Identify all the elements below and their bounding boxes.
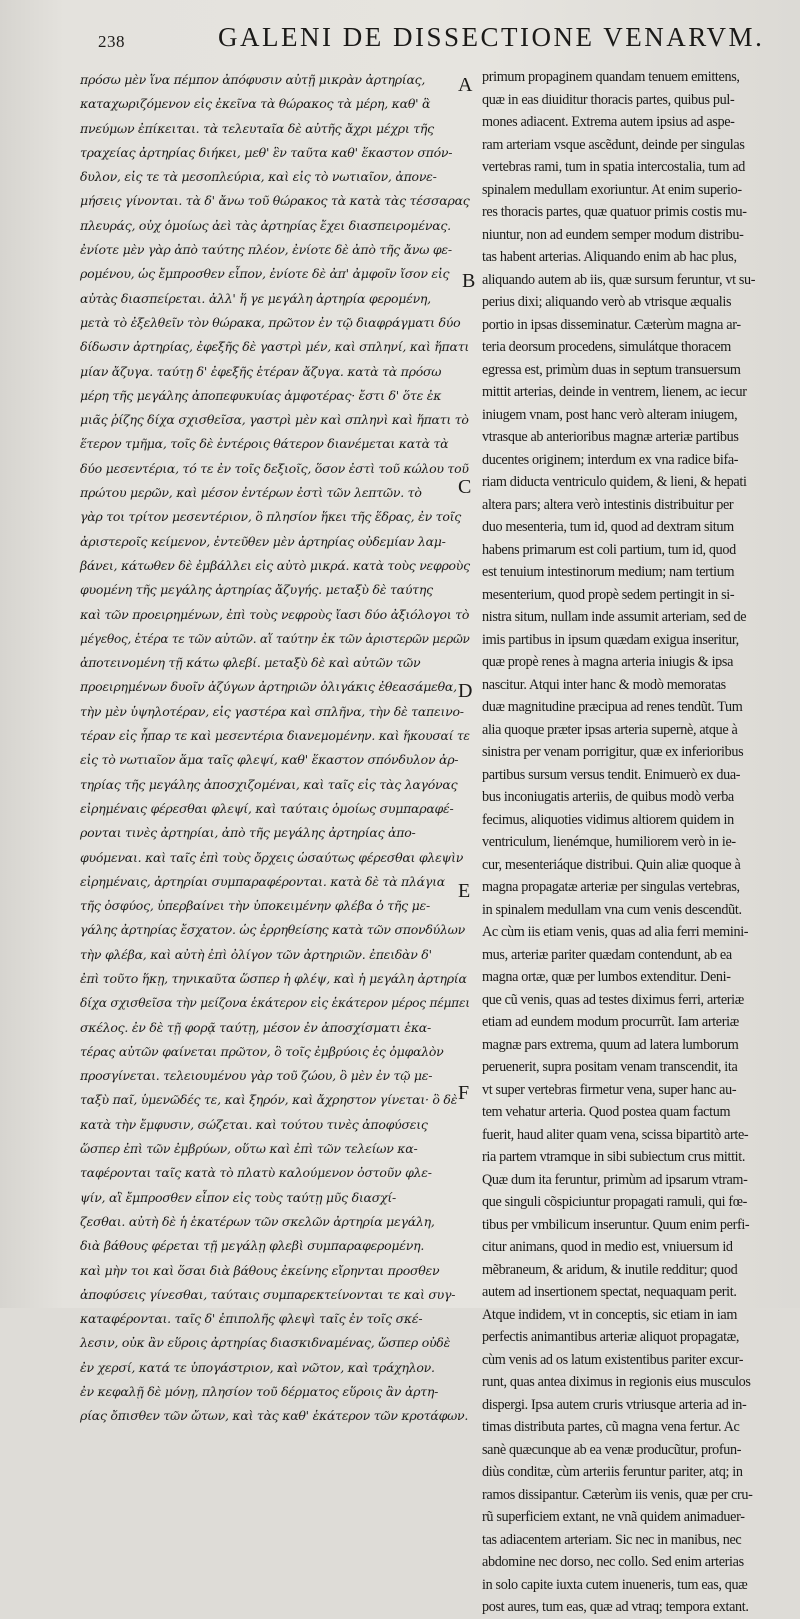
latin-text-line: habens primarum est coli partium, tum id, quod xyxy=(482,541,736,558)
latin-text-line: sanè quæcunque ab ea venæ producũtur, profun- xyxy=(482,1441,742,1458)
greek-text-line: μέρη τῆς μεγάλης ἀποπεφυκυίας ἀμφοτέρας· ἔστι δ' ὅτε ἐκ xyxy=(80,387,442,403)
latin-text-line: niuntur, non ad eundem semper modum distribu- xyxy=(482,226,744,243)
latin-text-line: runt, quas antea diximus in regionis eius musculos xyxy=(482,1374,751,1390)
latin-text-line: perfectis animantibus arteriæ aliquot propagatæ, xyxy=(482,1329,740,1345)
greek-text-line: γάλης ἀρτηρίας ἔσχατον. ὡς ἐρρηθείσης κατὰ τῶν σπονδύλων xyxy=(80,922,465,938)
latin-text-line: Atque indidem, vt in conceptis, sic etiam in iam xyxy=(482,1306,738,1323)
latin-text-line: timas distributa partes, cũ magna vena fertur. Ac xyxy=(482,1419,740,1435)
latin-text-line: Ac cùm iis etiam venis, quas ad alia ferri memini- xyxy=(482,924,749,940)
latin-text-line: spinalem medullam exoriuntur. At enim superio- xyxy=(482,181,742,198)
latin-text-line: magna propagatæ arteriæ per singulas vertebras, xyxy=(482,879,740,895)
greek-text-line: καὶ μὴν τοι καὶ ὅσαι διὰ βάθους ἐκείνης εἴρηνται προσθεν xyxy=(80,1262,440,1278)
greek-text-line: εἰς τὸ νωτιαῖον ἅμα ταῖς φλεψί, καθ' ἕκαστον σπόνδυλον ἀρ- xyxy=(80,752,459,768)
latin-text-line: mittit arterias, deinde in ventrem, lienem, ac iecur xyxy=(482,384,747,400)
latin-text-line: res thoracis partes, quæ quatuor primis costis mu- xyxy=(482,204,747,220)
latin-text-column xyxy=(482,66,790,1615)
latin-text-line: etiam ad eundem modum procurrũt. Iam arteriæ xyxy=(482,1014,739,1030)
latin-text-line: que cũ venis, quas ad testes diximus ferri, arteriæ xyxy=(482,991,744,1008)
greek-text-line: μιᾶς ῥίζης δίχα σχισθεῖσα, γαστρὶ μὲν καὶ σπληνὶ καὶ ἥπατι τὸ xyxy=(80,412,469,428)
latin-text-line: tas habent arterias. Aliquando enim ab hac plus, xyxy=(482,249,737,265)
latin-text-line: mesenterium, quod propè sedem pertingit in si- xyxy=(482,586,735,603)
greek-text-line: μετὰ τὸ ἐξελθεῖν τὸν θώρακα, πρῶτον ἐν τῷ διαφράγματι δύο xyxy=(80,314,461,330)
greek-text-line: ὥσπερ ἐπὶ τῶν ἐμβρύων, οὕτω καὶ ἐπὶ τῶν τελείων κα- xyxy=(80,1141,418,1157)
greek-text-line: εἰρημέναις φέρεσθαι φλεψί, καὶ ταύταις ὁμοίως συμπαραφέ- xyxy=(80,800,454,816)
greek-text-line: μίαν ἄζυγα. ταύτῃ δ' ἐφεξῆς ἑτέραν ἄζυγα. κατὰ τὰ πρόσω xyxy=(80,363,442,379)
latin-text-line: peruenerit, supra positam venam transcendit, ita xyxy=(482,1059,738,1075)
latin-text-line: post aures, tum eas, quæ ad vtraq; tempora extant. xyxy=(482,1599,749,1615)
latin-text-line: in spinalem medullam vna cum venis descendũt. xyxy=(482,901,742,918)
latin-text-line: tibus per vmbilicum inseruntur. Quum enim perfi- xyxy=(482,1216,750,1233)
latin-text-line: alia quoque præter ipsas arteria supernè, atque à xyxy=(482,721,738,738)
greek-text-line: ζεσθαι. αὐτὴ δὲ ἡ ἑκατέρων τῶν σκελῶν ἀρτηρία μεγάλη, xyxy=(80,1213,435,1229)
greek-text-line: καταχωριζόμενον εἰς ἐκεῖνα τὰ θώρακος τὰ μέρη, καθ' ἃ xyxy=(80,96,431,112)
latin-text-line: mẽbraneum, & aridum, & inutile redditur; quod xyxy=(482,1261,738,1278)
greek-text-line: ρίας ὄπισθεν τῶν ὤτων, καὶ τὰς καθ' ἑκάτερον τῶν κροτάφων. xyxy=(80,1408,469,1424)
page-header xyxy=(78,14,790,60)
greek-text-line: τέρας αὐτῶν φαίνεται πρῶτον, ὃ τοῖς ἐμβρύοις ἐς ὀμφαλὸν xyxy=(80,1043,444,1059)
greek-text-line: τὴν μὲν ὑψηλοτέραν, εἰς γαστέρα καὶ σπλῆνα, τὴν δὲ ταπεινο- xyxy=(80,703,464,719)
latin-text-line: sinistra per venam porrigitur, quæ ex inferioribus xyxy=(482,744,744,760)
latin-text-line: perius dixi; aliquando verò ab vtrisque æqualis xyxy=(482,294,732,310)
latin-text-line: duæ magnitudine præcipua ad renes tendũt. Tum xyxy=(482,699,743,715)
latin-text-line: abdomine nec dorso, nec collo. Sed enim arterias xyxy=(482,1554,744,1570)
greek-text-line: ταξὺ παῖ, ὑμενῶδές τε, καὶ ξηρόν, καὶ ἄχρηστον γίνεται· ὃ δὲ xyxy=(80,1092,458,1108)
greek-text-line: φυόμεναι. καὶ ταῖς ἐπὶ τοὺς ὄρχεις ὡσαύτως φέρεσθαι φλεψὶν xyxy=(80,849,464,865)
latin-text-line: mones adiacent. Extrema autem ipsius ad aspe- xyxy=(482,114,735,130)
latin-text-line: nascitur. Atqui inter hanc & modò memoratas xyxy=(482,676,726,693)
greek-text-line: σκέλος. ἐν δὲ τῇ φορᾷ ταύτῃ, μέσον ἐν ἀποσχίσματι ἑκα- xyxy=(80,1019,431,1035)
latin-text-line: primum propaginem quandam tenuem emittens, xyxy=(482,69,740,85)
latin-text-line: mus, arteriæ pariter quædam contendunt, ab ea xyxy=(482,946,732,963)
latin-text-line: dispergi. Ipsa autem cruris vtriusque arteria ad in- xyxy=(482,1396,747,1413)
greek-text-line: μέγεθος, ἑτέρα τε τῶν αὐτῶν. αἵ ταύτην ἐκ τῶν ἀριστερῶν μερῶν xyxy=(80,630,470,646)
greek-text-line: δύο μεσεντέρια, τό τε ἐν τοῖς δεξιοῖς, ὅσον ἐστὶ τοῦ κώλου τοῦ xyxy=(80,460,469,476)
greek-text-line: ρονται τινὲς ἀρτηρίαι, ἀπὸ τῆς μεγάλης ἀρτηρίας ἀπο- xyxy=(80,825,416,841)
greek-text-line: ἐπὶ τοῦτο ἥκῃ, τηνικαῦτα ὥσπερ ἡ φλέψ, καὶ ἡ μεγάλη ἀρτηρία xyxy=(80,970,467,986)
greek-text-line: προειρημένων δυοῖν ἀζύγων ἀρτηριῶν ὀλιγάκις ἐθεασάμεθα, xyxy=(80,679,457,695)
latin-text-line: est tenuium intestinorum medium; nam tertium xyxy=(482,564,735,580)
greek-text-line: γὰρ τοι τρίτον μεσεντέριον, ὃ πλησίον ἥκει τῆς ἕδρας, ἐν τοῖς xyxy=(80,509,461,525)
latin-text-line: Quæ dum ita feruntur, primùm ad ipsarum vtram- xyxy=(482,1171,748,1188)
greek-text-line: πρώτου μερῶν, καὶ μέσον ἐντέρων ἐστὶ τῶν λεπτῶν. τὸ xyxy=(80,485,422,501)
greek-text-line: μήσεις γίνονται. τὰ δ' ἄνω τοῦ θώρακος τὰ κατὰ τὰς τέσσαρας xyxy=(80,193,470,209)
latin-text-line: altera pars; altera verò intestinis distribuitur per xyxy=(482,496,734,513)
page-number: 238 xyxy=(98,32,125,51)
latin-text-line: fuerit, haud aliter quam vena, scissa bipartitò arte- xyxy=(482,1126,749,1143)
greek-text-line: πλευράς, οὐχ ὁμοίως ἀεὶ τὰς ἀρτηρίας ἔχει διασπειρομένας. xyxy=(80,217,451,233)
latin-text-line: rũ superficiem extant, ne vnã quidem animaduer- xyxy=(482,1509,745,1525)
latin-text-line: in solo capite iuxta cutem inueneris, tum eas, quæ xyxy=(482,1576,748,1593)
greek-text-line: κατὰ τὴν ἔμφυσιν, σώζεται. καὶ τούτου τινὲς ἀποφύσεις xyxy=(80,1116,428,1132)
latin-text-line: ducentes originem; interdum ex vna radice bifa- xyxy=(482,451,739,468)
latin-text-line: duo mesenteria, tum id, quod ad dextram situm xyxy=(482,519,734,535)
greek-text-line: τραχείας ἀρτηρίας διήκει, μεθ' ἓν ταῦτα καθ' ἕκαστον σπόν- xyxy=(80,144,453,160)
latin-text-line: magna ortæ, quæ per lumbos extenditur. Deni- xyxy=(482,969,731,985)
greek-text-line: πρόσω μὲν ἵνα πέμπον ἀπόφυσιν αὐτῇ μικρὰν ἀρτηρίας, xyxy=(80,72,426,87)
latin-text-line: vt super vertebras firmetur vena, super hanc au- xyxy=(482,1081,737,1098)
greek-text-line: ἀποτεινομένη τῇ κάτω φλεβί. μεταξὺ δὲ καὶ αὐτῶν τῶν xyxy=(80,655,421,671)
greek-text-line: καταφέρονται. ταῖς δ' ἐπιπολῆς φλεψὶ ταῖς ἐν τοῖς σκέ- xyxy=(80,1311,423,1327)
latin-text-line: quæ propè renes à magna arteria iniugis & ipsa xyxy=(482,654,734,670)
running-title: GALENI DE DISSECTIONE VENARVM. xyxy=(218,22,765,52)
latin-text-line: tas adiacentem arteriam. Sic nec in manibus, nec xyxy=(482,1531,742,1548)
greek-text-line: ἐνίοτε μὲν γὰρ ἀπὸ ταύτης πλέον, ἐνίοτε δὲ ἀπὸ τῆς ἄνω φε- xyxy=(80,242,452,258)
greek-text-line: ἕτερον τμῆμα, τοῖς δὲ ἐντέροις θάτερον διανέμεται κατὰ τὰ xyxy=(80,436,449,452)
latin-text-line: bus inconiugatis arteriis, de quibus modò verba xyxy=(482,789,734,805)
latin-text-line: iniugem vnam, post hanc verò alteram iniugem, xyxy=(482,406,738,423)
latin-text-line: portio in ipsas disseminatur. Cæterùm magna ar- xyxy=(482,316,741,333)
section-marker-d: D xyxy=(458,680,473,702)
latin-text-line: ventriculum, lienémque, humiliorem verò in ie- xyxy=(482,834,736,850)
greek-text-line: δίχα σχισθεῖσα τὴν μείζονα ἑκάτερον εἰς ἑκάτερον μέρος πέμπει xyxy=(80,995,470,1011)
greek-text-line: ἀριστεροῖς κείμενον, ἐντεῦθεν μὲν ἀρτηρίας οὐδεμίαν λαμ- xyxy=(80,533,446,549)
greek-text-line: ψίν, αἳ ἔμπροσθεν εἶπον εἰς τοὺς ταύτῃ μῦς διασχί- xyxy=(80,1189,396,1205)
latin-text-line: ramos dissipantur. Cæterùm iis venis, quæ per cru- xyxy=(482,1486,753,1503)
latin-text-line: vtrasque ab anterioribus magnæ arteriæ partibus xyxy=(482,429,739,445)
section-marker-b: B xyxy=(462,270,476,292)
greek-text-line: προσγίνεται. τελειουμένου γὰρ τοῦ ζώου, ὃ μὲν ἐν τῷ με- xyxy=(80,1068,433,1084)
greek-text-line: ἐν χερσί, κατά τε ὑπογάστριον, καὶ νῶτον, καὶ τράχηλον. xyxy=(80,1359,435,1375)
section-marker-c: C xyxy=(458,476,472,498)
latin-text-line: que singuli cõspiciuntur propagati ramuli, qui fœ- xyxy=(482,1194,748,1210)
greek-text-line: ρομένου, ὡς ἔμπροσθεν εἶπον, ἐνίοτε δὲ ἀπ' ἀμφοῖν ἴσον εἰς xyxy=(80,266,450,282)
greek-text-line: εἰρημέναις, ἀρτηρίαι συμπαραφέρονται. κατὰ δὲ τὰ πλάγια xyxy=(80,873,445,889)
latin-text-line: imis partibus in ipsum quædam exigua inseritur, xyxy=(482,631,739,648)
latin-text-line: fecimus, aliquoties vidimus altiorem quidem in xyxy=(482,811,734,828)
greek-text-line: ταφέρονται ταῖς κατὰ τὸ πλατὺ καλούμενον ὀστοῦν φλε- xyxy=(80,1165,432,1181)
section-marker-f: F xyxy=(458,1082,470,1104)
latin-text-line: vertebras rami, tum in spatia intercostalia, tum ad xyxy=(482,159,746,175)
greek-text-line: δυλον, εἰς τε τὰ μεσοπλεύρια, καὶ εἰς τὸ νωτιαῖον, ἀπονε- xyxy=(80,169,437,185)
latin-text-line: aliquando autem ab iis, quæ sursum feruntur, vt su- xyxy=(482,271,756,288)
section-marker-e: E xyxy=(458,880,471,902)
greek-text-line: καὶ τῶν προειρημένων, ἐπὶ τοὺς νεφροὺς ἴασι δύο ἀξιόλογοι τὸ xyxy=(80,606,470,622)
latin-text-line: ria partem vtramque in sibi subiectum crus mittit. xyxy=(482,1149,746,1165)
latin-text-line: riam diducta ventriculo quidem, & lieni, & hepati xyxy=(482,474,747,490)
greek-text-line: φυομένη τῆς μεγάλης ἀρτηρίας ἄζυγής. μεταξὺ δὲ ταύτης xyxy=(80,582,433,598)
greek-text-line: λεσιν, οὐκ ἂν εὕροις ἀρτηρίας διασκιδναμένας, ὥσπερ οὐδὲ xyxy=(80,1335,451,1351)
greek-text-line: ἐν κεφαλῇ δὲ μόνῃ, πλησίον τοῦ δέρματος εὕροις ἂν ἀρτη- xyxy=(80,1384,439,1400)
greek-text-line: πνεύμων ἐπίκειται. τὰ τελευταῖα δὲ αὐτῆς ἄχρι μέχρι τῆς xyxy=(80,120,434,136)
greek-text-line: τέραν εἰς ἧπαρ τε καὶ μεσεντέρια διανεμομένην. καὶ ἥκουσαί τε xyxy=(80,728,470,744)
latin-text-line: egressa est, primùm duas in septum transuersum xyxy=(482,361,741,378)
greek-text-line: βάνει, κάτωθεν δὲ ἐμβάλλει εἰς αὐτὸ μικρά. κατὰ τοὺς νεφροὺς xyxy=(80,557,470,573)
latin-text-line: magnæ pars extrema, quum ad latera lumborum xyxy=(482,1036,739,1053)
latin-text-line: autem ad insertionem spectat, nequaquam perit. xyxy=(482,1284,737,1300)
greek-text-line: τὴν φλέβα, καὶ αὐτὴ ἐπὶ ὀλίγον τῶν ἀρτηριῶν. ἐπειδὰν δ' xyxy=(80,946,432,962)
greek-text-column xyxy=(80,68,473,1424)
greek-text-line: δίδωσιν ἀρτηρίας, ἐφεξῆς δὲ γαστρὶ μέν, καὶ σπληνί, καὶ ἥπατι xyxy=(80,339,470,355)
greek-text-line: τῆς ὀσφύος, ὑπερβαίνει τὴν ὑποκειμένην φλέβα ὁ τῆς με- xyxy=(80,898,430,914)
latin-text-line: teria deorsum procedens, simulátque thoracem xyxy=(482,339,731,355)
latin-text-line: tem vehatur arteria. Quod postea quam factum xyxy=(482,1104,731,1120)
greek-text-line: ἀποφύσεις γίνεσθαι, ταύταις συμπαρεκτείνονται τε καὶ συγ- xyxy=(80,1286,456,1302)
latin-text-line: cùm venis ad os latum existentibus pariter excur- xyxy=(482,1351,744,1368)
section-marker-a: A xyxy=(458,74,473,96)
latin-text-line: partibus sursum versus tendit. Enimuerò ex dua- xyxy=(482,766,741,783)
greek-text-line: τηρίας τῆς μεγάλης ἀποσχιζομέναι, καὶ ταῖς εἰς τὰς λαγόνας xyxy=(80,776,458,792)
latin-text-line: quæ in eas diuiditur thoracis partes, quibus pul- xyxy=(482,91,735,108)
greek-text-line: αὐτὰς διασπείρεται. ἀλλ' ἥ γε μεγάλη ἀρτηρία φερομένη, xyxy=(80,290,431,306)
latin-text-line: citur animans, quod in medio est, vniuersum id xyxy=(482,1239,733,1255)
latin-text-line: cur, mesenteriáque distribui. Quin aliæ quoque à xyxy=(482,856,741,873)
greek-text-line: διὰ βάθους φέρεται τῇ μεγάλῃ φλεβὶ συμπαραφερομένη. xyxy=(80,1238,425,1254)
latin-text-line: diùs conditæ, cùm arteriis feruntur pariter, atq; in xyxy=(482,1464,743,1480)
latin-text-line: nistra situm, nullam inde assumit arteriam, sed de xyxy=(482,609,747,625)
latin-text-line: ram arteriam vsque ascẽdunt, deinde per singulas xyxy=(482,136,745,153)
